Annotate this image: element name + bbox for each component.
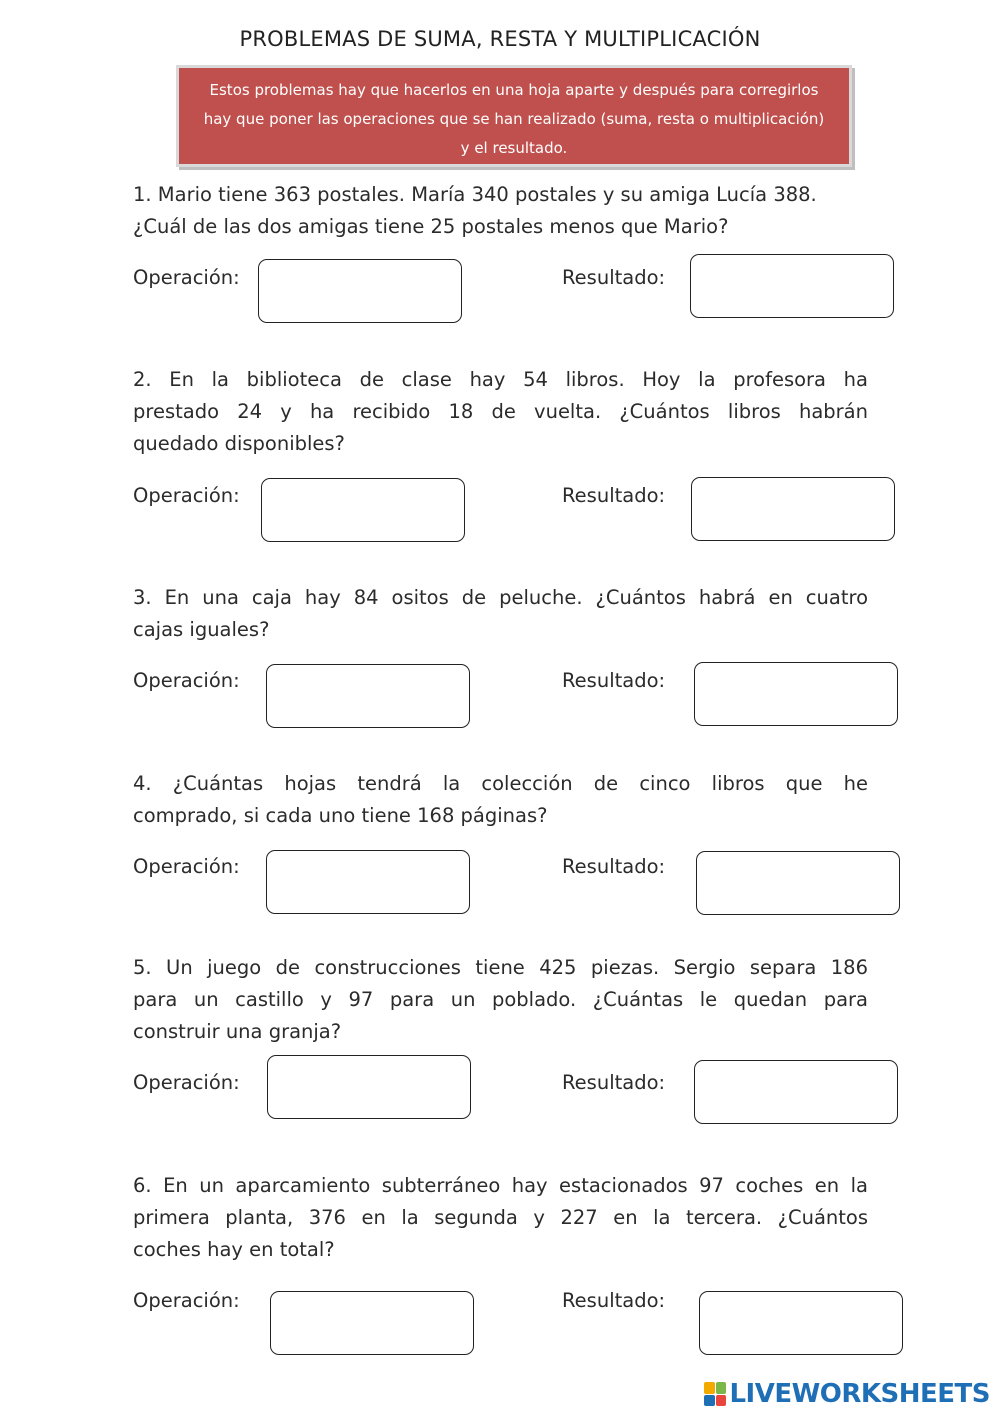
instructions-line: hay que poner las operaciones que se han realizado (suma, resta o multiplicación): [203, 110, 825, 128]
problem-5-text: 5. Un juego de construcciones tiene 425 piezas. Sergio separa 186 para un castillo y 97 para un poblado. ¿Cuántas le quedan para construir una granja?: [133, 956, 868, 1043]
problem-4-text: 4. ¿Cuántas hojas tendrá la colección de cinco libros que he comprado, si cada uno tiene 168 páginas?: [133, 772, 868, 827]
liveworksheets-icon: [704, 1382, 726, 1406]
operation-label: Operación:: [133, 484, 240, 507]
problem-6-result-input[interactable]: [699, 1291, 903, 1355]
result-label: Resultado:: [562, 855, 666, 878]
problem-1-result-input[interactable]: [690, 254, 894, 318]
result-label: Resultado:: [562, 484, 666, 507]
problem-3-text: 3. En una caja hay 84 ositos de peluche. ¿Cuántos habrá en cuatro cajas iguales?: [133, 586, 868, 641]
watermark-text: LIVEWORKSHEETS: [729, 1379, 990, 1409]
problem-5-operation-input[interactable]: [267, 1055, 471, 1119]
problem-2-result-input[interactable]: [691, 477, 895, 541]
operation-label: Operación:: [133, 266, 240, 289]
problem-6-text: 6. En un aparcamiento subterráneo hay estacionados 97 coches en la primera planta, 376 en la segunda y 227 en la tercera. ¿Cuántos coches hay en total?: [133, 1174, 868, 1261]
operation-label: Operación:: [133, 1289, 240, 1312]
page-title: PROBLEMAS DE SUMA, RESTA Y MULTIPLICACIÓN: [239, 27, 761, 51]
result-label: Resultado:: [562, 669, 666, 692]
operation-label: Operación:: [133, 1071, 240, 1094]
problem-2-operation-input[interactable]: [261, 478, 465, 542]
problem-6-operation-input[interactable]: [270, 1291, 474, 1355]
problem-1-text: 1. Mario tiene 363 postales. María 340 postales y su amiga Lucía 388. ¿Cuál de las dos amigas tiene 25 postales menos que Mario?: [133, 183, 817, 238]
problem-3-result-input[interactable]: [694, 662, 898, 726]
problem-5-result-input[interactable]: [694, 1060, 898, 1124]
problem-1-operation-input[interactable]: [258, 259, 462, 323]
result-label: Resultado:: [562, 266, 666, 289]
problem-3-operation-input[interactable]: [266, 664, 470, 728]
liveworksheets-logo: [704, 1379, 990, 1409]
instructions-line: y el resultado.: [460, 139, 568, 157]
problem-4-operation-input[interactable]: [266, 850, 470, 914]
problem-2-text: 2. En la biblioteca de clase hay 54 libros. Hoy la profesora ha prestado 24 y ha recibido 18 de vuelta. ¿Cuántos libros habrán quedado disponibles?: [133, 368, 868, 455]
result-label: Resultado:: [562, 1289, 666, 1312]
instructions-line: Estos problemas hay que hacerlos en una hoja aparte y después para corregirlos: [209, 81, 819, 99]
operation-label: Operación:: [133, 669, 240, 692]
problem-4-result-input[interactable]: [696, 851, 900, 915]
instructions-banner: [176, 65, 852, 167]
result-label: Resultado:: [562, 1071, 666, 1094]
operation-label: Operación:: [133, 855, 240, 878]
